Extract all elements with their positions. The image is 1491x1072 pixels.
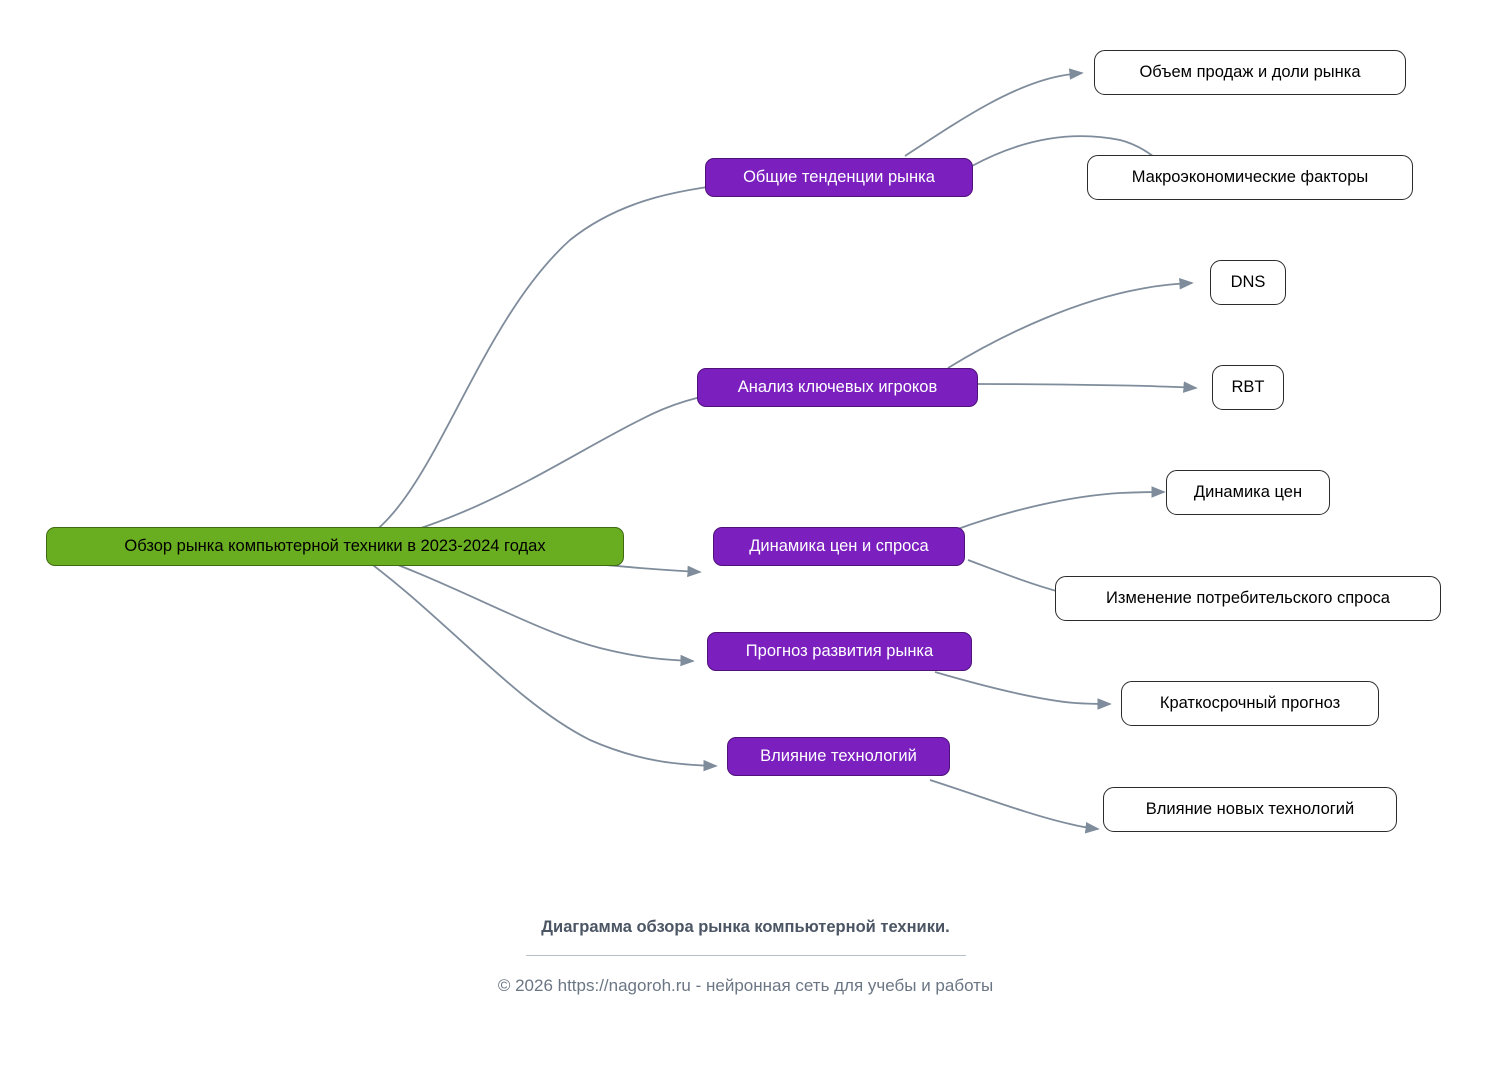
edge-b2-l4 xyxy=(978,384,1196,388)
node-branch-vliyanie-tekhnologiy[interactable] xyxy=(727,737,950,776)
node-root[interactable] xyxy=(46,527,624,566)
caption-divider xyxy=(526,955,966,956)
node-leaf-vliyanie-novykh-tekhnologiy[interactable] xyxy=(1103,787,1397,832)
node-branch-label: Общие тенденции рынка xyxy=(743,168,935,187)
node-leaf-label: Изменение потребительского спроса xyxy=(1106,589,1390,608)
node-leaf-dns[interactable] xyxy=(1210,260,1286,305)
edge-b3-l5 xyxy=(955,492,1164,530)
node-branch-prognoz-razvitiya-rynka[interactable] xyxy=(707,632,972,671)
node-leaf-kratkosrochnyy-prognoz[interactable] xyxy=(1121,681,1379,726)
node-leaf-label: DNS xyxy=(1230,273,1266,292)
diagram-caption: Диаграмма обзора рынка компьютерной техники. xyxy=(541,918,950,936)
node-branch-label: Прогноз развития рынка xyxy=(745,642,934,661)
node-leaf-izmenenie-potrebitelskogo-sprosa[interactable] xyxy=(1055,576,1441,621)
edge-b1-l1 xyxy=(905,73,1082,156)
node-leaf-label: Объем продаж и доли рынка xyxy=(1139,63,1361,82)
node-branch-label: Анализ ключевых игроков xyxy=(737,378,938,397)
node-branch-label: Влияние технологий xyxy=(760,747,917,766)
node-branch-dinamika-tsen-i-sprosa[interactable] xyxy=(713,527,965,566)
node-branch-obshchie-tendentsii-rynka[interactable] xyxy=(705,158,973,197)
node-leaf-label: Макроэкономические факторы xyxy=(1131,168,1369,187)
node-leaf-obem-prodazh-i-doli-rynka[interactable] xyxy=(1094,50,1406,95)
edge-root-b5 xyxy=(348,547,716,766)
edge-b4-l7 xyxy=(935,672,1110,704)
node-leaf-dinamika-tsen[interactable] xyxy=(1166,470,1330,515)
edge-root-b2 xyxy=(348,391,732,547)
node-leaf-label: RBT xyxy=(1231,378,1265,397)
node-root-label: Обзор рынка компьютерной техники в 2023-2024 годах xyxy=(124,537,546,556)
node-leaf-makroekonomicheskie-faktory[interactable] xyxy=(1087,155,1413,200)
node-branch-label: Динамика цен и спроса xyxy=(749,537,929,556)
node-leaf-label: Динамика цен xyxy=(1193,483,1303,502)
page-footer: © 2026 https://nagoroh.ru - нейронная сеть для учебы и работы xyxy=(497,976,994,995)
node-leaf-rbt[interactable] xyxy=(1212,365,1284,410)
edge-b2-l3 xyxy=(948,283,1192,368)
node-leaf-label: Влияние новых технологий xyxy=(1145,800,1355,819)
edge-b5-l8 xyxy=(930,780,1098,829)
node-leaf-label: Краткосрочный прогноз xyxy=(1159,694,1341,713)
edge-root-b1 xyxy=(348,180,772,547)
node-branch-analiz-klyuchevykh-igrokov[interactable] xyxy=(697,368,978,407)
